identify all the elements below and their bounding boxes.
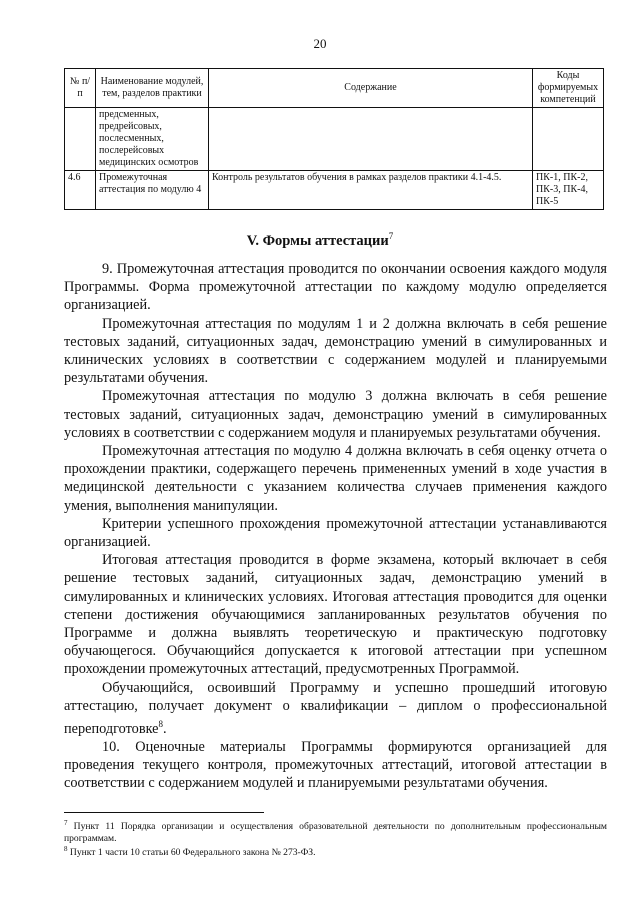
paragraph: 9. Промежуточная аттестация проводится по окончании освоения каждого модуля Программы. Форма промежуточной аттестации по каждому модулю определяется организацией. [64, 261, 607, 314]
paragraph [64, 679, 607, 738]
paragraph: Итоговая аттестация проводится в форме экзамена, который включает в себя решение тестовых заданий, ситуационных задач, демонстрацию умений в симулированных и клинических условиях. Итоговая аттестация проводится для оценки степени достижения обучающимися запланированных результатов обучения по Программе и должна выявлять теоретическую и практическую подготовку обучающегося. Обучающийся допускается к итоговой аттестации при успешном прохождении промежуточных аттестаций, предусмотренных Программой. [64, 552, 607, 678]
footnote-divider [64, 812, 264, 813]
page-number: 20 [313, 36, 327, 51]
footnote-marker: 7 [64, 819, 68, 827]
table-row [65, 171, 604, 210]
paragraph: 10. Оценочные материалы Программы формируются организацией для проведения текущего контроля, промежуточных аттестаций, итоговой аттестации в соответствии с содержанием модулей и планируемыми результатами обучения. [64, 739, 607, 792]
row-number [65, 108, 96, 171]
header-module-name: Наименование модулей, тем, разделов практики [96, 69, 209, 108]
program-table [64, 68, 604, 210]
footnote [64, 818, 607, 844]
paragraph: Критерии успешного прохождения промежуточной аттестации устанавливаются организацией. [64, 515, 607, 551]
table-row [65, 108, 604, 171]
paragraph: Промежуточная аттестация по модулю 4 должна включать в себя оценку отчета о прохождении практики, содержащего перечень примененных умений в ходе участия в медицинской деятельности с указанием количества случаев применения каждого умения, выполнения манипуляции. [64, 443, 607, 514]
row-module-name: Промежуточная аттестация по модулю 4 [96, 171, 209, 210]
section-title [0, 231, 640, 250]
footnote-text: Пункт 1 части 10 статьи 60 Федерального закона № 273-ФЗ. [67, 847, 316, 859]
paragraph-end: . [163, 720, 167, 737]
paragraph: Промежуточная аттестация по модулям 1 и 2 должна включать в себя решение тестовых заданий, ситуационных задач, демонстрацию умений в симулированных и клинических условиях в соответствии с содержанием модулей и планируемыми результатами обучения. [64, 315, 607, 387]
footnote [64, 844, 607, 859]
row-module-name: предсменных, предрейсовых, послесменных, послерейсовых медицинских осмотров [96, 108, 209, 171]
table-header-row [65, 69, 604, 108]
section-title-text: V. Формы аттестации [246, 232, 389, 249]
footnotes [64, 818, 607, 859]
footnote-ref: 8 [158, 719, 164, 730]
row-number: 4.6 [65, 171, 96, 210]
row-codes: ПК-1, ПК-2, ПК-3, ПК-4, ПК-5 [533, 171, 604, 210]
paragraph-text: Обучающийся, освоивший Программу и успешно прошедший итоговую аттестацию, получает документ о квалификации – диплом о профессиональной переподготовке [64, 679, 607, 737]
header-competency-codes: Коды формируемых компетенций [533, 69, 604, 108]
row-codes [533, 108, 604, 171]
row-content: Контроль результатов обучения в рамках разделов практики 4.1-4.5. [209, 171, 533, 210]
header-number: № п/п [65, 69, 96, 108]
paragraph: Промежуточная аттестация по модулю 3 должна включать в себя решение тестовых заданий, ситуационных задач, демонстрацию умений в симулированных условиях в соответствии с содержанием модуля и планируемых результатами обучения. [64, 388, 607, 441]
footnote-text: Пункт 11 Порядка организации и осуществления образовательной деятельности по дополнительным профессиональным программам. [64, 821, 607, 844]
row-content [209, 108, 533, 171]
header-content: Содержание [209, 69, 533, 108]
footnote-ref: 7 [388, 231, 394, 241]
footnote-marker: 8 [64, 845, 68, 854]
body-text [64, 260, 607, 793]
